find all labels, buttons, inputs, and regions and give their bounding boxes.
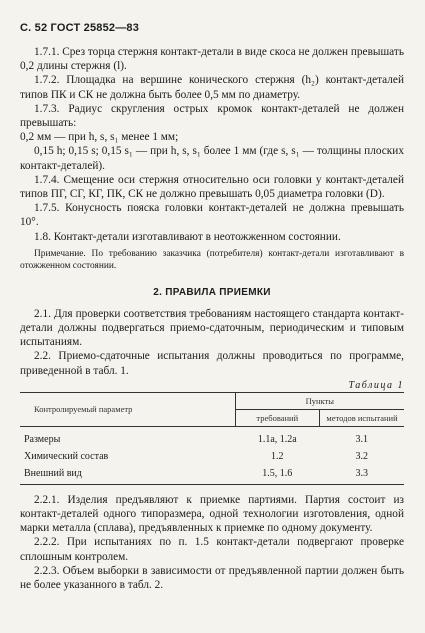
cell-method: 3.2 [355, 450, 368, 462]
table-row [20, 426, 404, 448]
note: Примечание. По требованию заказчика (потребителя) контакт-детали изготавливают в отожженном состоянии. [20, 248, 404, 271]
paragraph-2-1: 2.1. Для проверки соответствия требованиям настоящего стандарта контакт-детали должны подвергаться приемо-сдаточным, периодическим и типовым испытаниям. [20, 307, 404, 349]
table-row [20, 448, 404, 465]
paragraph-2-2-2: 2.2.2. При испытаниях по п. 1.5 контакт-детали подвергают проверке сплошным контролем. [20, 536, 404, 563]
paragraph-1-7-5: 1.7.5. Конусность пояска головки контакт-деталей не должна превышать 10°. [20, 202, 404, 229]
table-1 [20, 392, 404, 485]
paragraph-2-2-1: 2.2.1. Изделия предъявляют к приемке партиями. Партия состоит из контакт-деталей одного типоразмера, одной технологии изготовления, одной марки металла (сплава), предъявленных к приемке по одному документу. [20, 493, 404, 535]
page-header: С. 52 ГОСТ 25852—83 [20, 22, 140, 34]
table-row [20, 465, 404, 485]
cell-param: Внешний вид [20, 465, 235, 485]
cell-req: 1.1а, 1.2а [257, 433, 297, 445]
header-requirements: требований [235, 409, 319, 426]
header-methods: методов испытаний [320, 409, 404, 426]
header-points: Пункты [235, 392, 404, 409]
paragraph-1-7-3: 1.7.3. Радиус скругления острых кромок контакт-деталей не должен превышать: [20, 102, 404, 130]
paragraph-1-7-1: 1.7.1. Срез торца стержня контакт-детали в виде скоса не должен превышать 0,2 длины стержня (l). [20, 46, 404, 73]
header-param: Контролируемый параметр [20, 392, 235, 426]
document-body [20, 45, 404, 592]
paragraph-2-2-3: 2.2.3. Объем выборки в зависимости от предъявленной партии должен быть не более указанного в табл. 2. [20, 564, 404, 592]
cell-param: Размеры [24, 433, 61, 445]
cell-method: 3.3 [320, 465, 404, 485]
paragraph-1-7-2: 1.7.2. Площадка на вершине конического стержня (h₂) контакт-деталей типов ПК и СК не должна быть более 0,5 мм по диаметру. [20, 74, 404, 101]
cell-req: 1.2 [271, 450, 284, 462]
paragraph-1-8: 1.8. Контакт-детали изготавливают в неотожженном состоянии. [34, 230, 341, 243]
cell-param: Химический состав [24, 450, 109, 462]
paragraph-2-2: 2.2. Приемо-сдаточные испытания должны проводиться по программе, приведенной в табл. 1. [20, 350, 404, 377]
table-caption: Таблица 1 [348, 379, 404, 391]
paragraph-1-7-3-item-2: 0,15 h; 0,15 s; 0,15 s₁ — при h, s, s₁ более 1 мм (где s, s₁ — толщины плоских контакт-деталей). [20, 145, 404, 172]
section-title: 2. ПРАВИЛА ПРИЕМКИ [153, 286, 271, 298]
paragraph-1-7-4: 1.7.4. Смещение оси стержня относительно оси головки у контакт-деталей типов ПГ, СГ, КГ, ПК, СК не должно превышать 0,05 диаметра головки (D). [20, 173, 404, 201]
cell-method: 3.1 [355, 433, 368, 445]
cell-req: 1.5, 1.6 [235, 465, 319, 485]
paragraph-1-7-3-item-1: 0,2 мм — при h, s, s₁ менее 1 мм; [20, 131, 179, 144]
